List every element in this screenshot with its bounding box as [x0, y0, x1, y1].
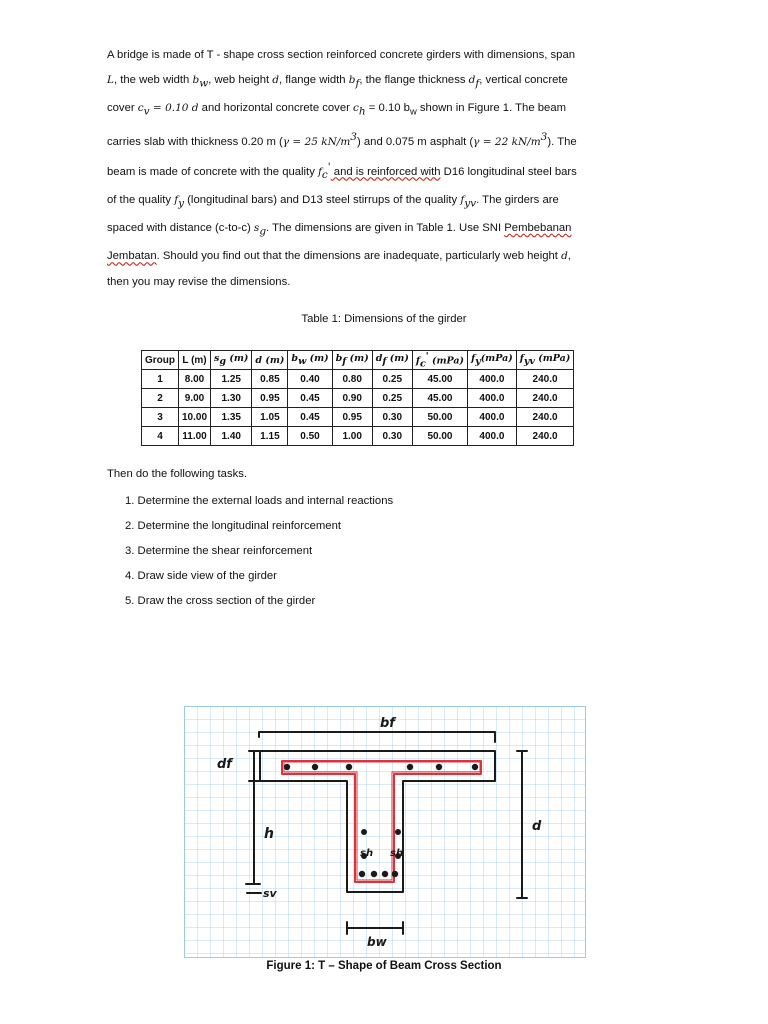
table-caption: Table 1: Dimensions of the girder [301, 313, 467, 325]
intro-line-4: carries slab with thickness 0.20 m (γ = 25 $kN/m^3$) and 0.075 m asphalt (γ = 22 $kN/m^3$). The [107, 130, 577, 148]
intro-line-1: A bridge is made of T - shape cross section reinforced concrete girders with dimensions, span [107, 49, 576, 61]
bottom-bar [382, 871, 388, 877]
intro-line-5: beam is made of concrete with the quality $f_c'$ and is reinforced with D16 longitudinal steel bars [107, 160, 577, 181]
intro-line-2: L, the web width $b_w$, web height d, flange width $b_f$, the flange thickness $d_f$, vertical concrete [107, 74, 568, 90]
dimensions-table [141, 350, 574, 446]
sv-label: sv [263, 887, 277, 900]
table-cell: 0.30 [372, 427, 412, 446]
bottom-bar [371, 871, 377, 877]
table-cell: 400.0 [468, 370, 517, 389]
t-beam-cross-section-figure [184, 706, 586, 958]
table-cell: 1.00 [332, 427, 372, 446]
bottom-bar [392, 871, 398, 877]
table-row [142, 389, 574, 408]
table-cell: 240.0 [516, 427, 574, 446]
longitudinal-bar [472, 764, 478, 770]
table-cell: 0.45 [288, 408, 332, 427]
task-item: 5. Draw the cross section of the girder [125, 595, 316, 607]
table-cell: 10.00 [179, 408, 211, 427]
table-header-row [142, 351, 574, 370]
intro-line-3: cover $c_v = 0.10$ d and horizontal concrete cover $c_h = 0.10$ $b_w$ shown in Figure 1. The beam [107, 102, 567, 118]
table-cell: 1.25 [211, 370, 252, 389]
task-list [125, 489, 393, 614]
web-bar [395, 829, 401, 835]
table-cell: 0.85 [252, 370, 288, 389]
table-cell: 1.30 [211, 389, 252, 408]
column-header: $d_f$ (m) [372, 351, 412, 370]
table-cell: 45.00 [412, 389, 467, 408]
table-cell: 240.0 [516, 370, 574, 389]
table-row [142, 408, 574, 427]
table-cell: 50.00 [412, 408, 467, 427]
table-cell: 0.95 [252, 389, 288, 408]
table-cell: 3 [142, 408, 179, 427]
d-label: d [532, 819, 542, 834]
table-cell: 2 [142, 389, 179, 408]
table-cell: 240.0 [516, 408, 574, 427]
bottom-bar [359, 871, 365, 877]
column-header: L (m) [179, 351, 211, 370]
table-cell: 1.40 [211, 427, 252, 446]
problem-statement [107, 43, 650, 295]
task-item: 1. Determine the external loads and internal reactions [125, 495, 394, 507]
table-cell: 8.00 [179, 370, 211, 389]
column-header: $b_f$ (m) [332, 351, 372, 370]
intro-line-6: of the quality $f_y$ (longitudinal bars) and D13 steel stirrups of the quality $f_{yv}$. The girders are [107, 193, 559, 209]
table-cell: 9.00 [179, 389, 211, 408]
graph-paper-grid [184, 706, 586, 958]
table-cell: 0.30 [372, 408, 412, 427]
table-row [142, 370, 574, 389]
table-cell: 0.95 [332, 408, 372, 427]
bf-label: bf [380, 716, 395, 731]
table-cell: 1.15 [252, 427, 288, 446]
table-cell: 0.40 [288, 370, 332, 389]
df-label: df [217, 757, 232, 772]
sh-left-label: sh [360, 848, 374, 859]
table-cell: 0.25 [372, 370, 412, 389]
column-header: Group [142, 351, 179, 370]
column-header: $f_y(mPa)$ [468, 351, 517, 370]
table-body [142, 370, 574, 446]
table-cell: 400.0 [468, 389, 517, 408]
table-cell: 0.80 [332, 370, 372, 389]
bw-label: bw [367, 935, 387, 949]
table-head [142, 351, 574, 370]
table-cell: 0.50 [288, 427, 332, 446]
table-cell: 50.00 [412, 427, 467, 446]
longitudinal-bar [312, 764, 318, 770]
column-header: $s_g$ (m) [211, 351, 252, 370]
intro-line-8: Jembatan. Should you find out that the dimensions are inadequate, particularly web height d, [107, 250, 571, 263]
table-cell: 0.90 [332, 389, 372, 408]
longitudinal-bar [346, 764, 352, 770]
h-label: h [264, 826, 274, 842]
table-cell: 240.0 [516, 389, 574, 408]
column-header: d (m) [252, 351, 288, 370]
task-item: 3. Determine the shear reinforcement [125, 545, 313, 557]
web-bar [361, 829, 367, 835]
table-cell: 0.45 [288, 389, 332, 408]
task-item: 2. Determine the longitudinal reinforcement [125, 520, 342, 532]
table-cell: 1 [142, 370, 179, 389]
longitudinal-bar [284, 764, 290, 770]
table-cell: 45.00 [412, 370, 467, 389]
table-cell: 400.0 [468, 427, 517, 446]
table-row [142, 427, 574, 446]
table-cell: 400.0 [468, 408, 517, 427]
intro-line-7: spaced with distance (c-to-c) $s_g$. The dimensions are given in Table 1. Use SNI Pembebanan [107, 222, 572, 238]
column-header: $f_{yv}$ (mPa) [516, 351, 574, 370]
task-item: 4. Draw side view of the girder [125, 570, 277, 582]
table-cell: 1.05 [252, 408, 288, 427]
longitudinal-bar [407, 764, 413, 770]
intro-line-9: then you may revise the dimensions. [107, 275, 291, 288]
table-cell: 4 [142, 427, 179, 446]
tasks-intro: Then do the following tasks. [107, 468, 248, 480]
figure-caption: Figure 1: T – Shape of Beam Cross Section [266, 960, 502, 972]
table-cell: 0.25 [372, 389, 412, 408]
table-cell: 1.35 [211, 408, 252, 427]
table-cell: 11.00 [179, 427, 211, 446]
column-header: $b_w$ (m) [288, 351, 332, 370]
column-header: $f_c'$ (mPa) [412, 351, 467, 370]
longitudinal-bar [436, 764, 442, 770]
sh-right-label: sh [390, 848, 404, 859]
